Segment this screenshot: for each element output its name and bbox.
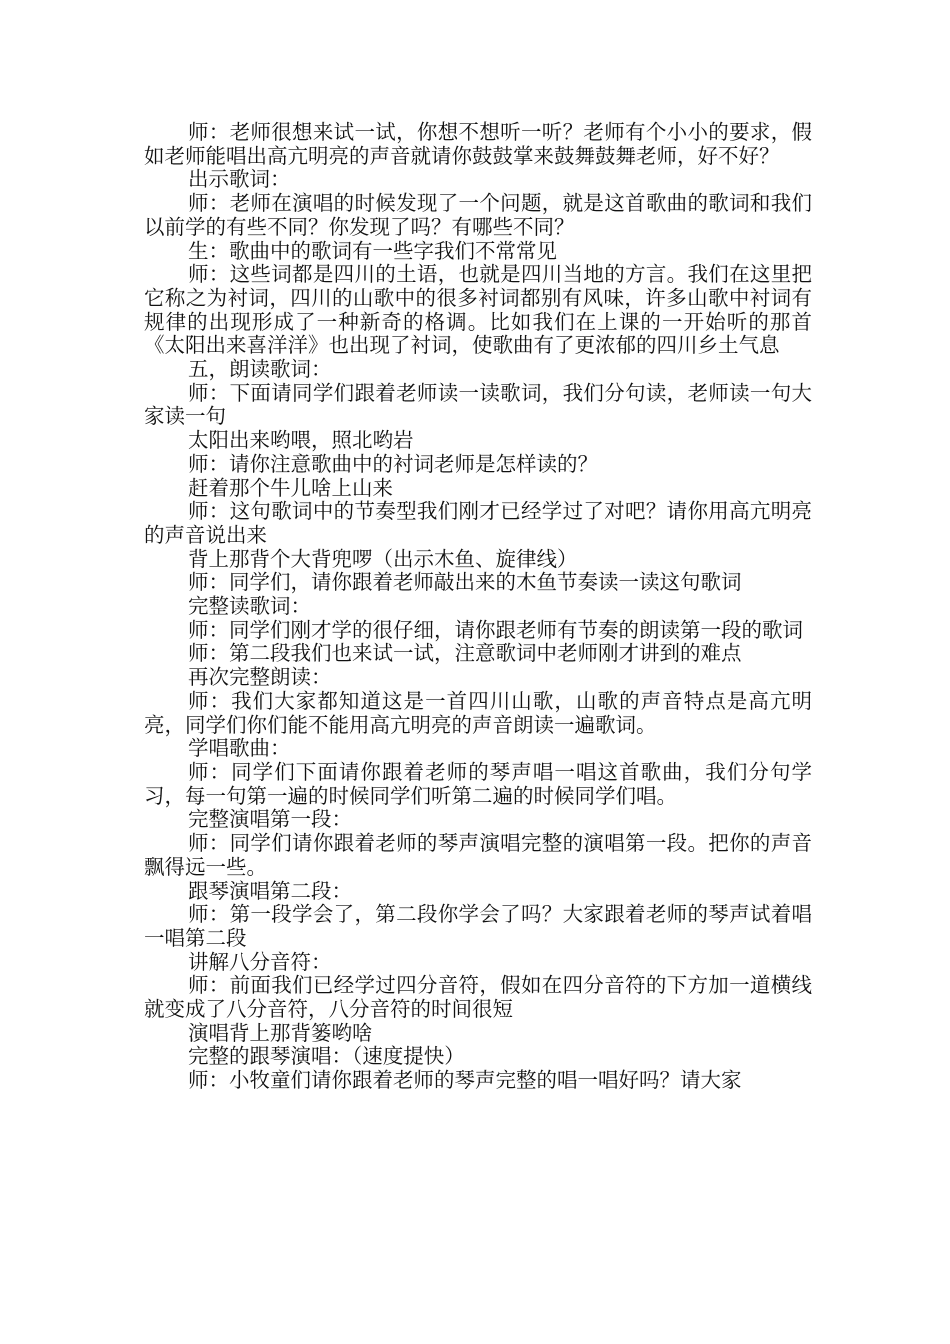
paragraph: 师：下面请同学们跟着老师读一读歌词，我们分句读，老师读一句大家读一句 <box>144 380 812 429</box>
paragraph: 师：同学们刚才学的很仔细，请你跟老师有节奏的朗读第一段的歌词 <box>188 617 803 642</box>
paragraph: 师：老师在演唱的时候发现了一个问题，就是这首歌曲的歌词和我们以前学的有些不同？你发现了吗？有哪些不同？ <box>144 191 812 239</box>
paragraph: 师：同学们，请你跟着老师敲出来的木鱼节奏读一读这句歌词 <box>188 570 742 595</box>
paragraph: 师：老师很想来试一试，你想不想听一听？老师有个小小的要求，假如老师能唱出高亢明亮的声音就请你鼓鼓掌来鼓舞鼓舞老师，好不好？ <box>144 120 812 168</box>
paragraph: 师：第一段学会了，第二段你学会了吗？大家跟着老师的琴声试着唱一唱第二段 <box>144 902 812 950</box>
paragraph: 完整读歌词： <box>188 594 311 619</box>
paragraph: 完整演唱第一段： <box>188 807 352 832</box>
paragraph: 学唱歌曲： <box>188 736 291 761</box>
paragraph: 师：第二段我们也来试一试，注意歌词中老师刚才讲到的难点 <box>188 641 742 666</box>
paragraph: 五，朗读歌词： <box>188 357 332 382</box>
paragraph: 师：小牧童们请你跟着老师的琴声完整的唱一唱好吗？请大家 <box>188 1068 742 1093</box>
document-page <box>144 121 812 1093</box>
paragraph: 讲解八分音符： <box>188 949 332 974</box>
paragraph: 跟琴演唱第二段： <box>188 878 352 903</box>
paragraph: 师：这句歌词中的节奏型我们刚才已经学过了对吧？请你用高亢明亮的声音说出来 <box>144 499 812 547</box>
paragraph: 师：我们大家都知道这是一首四川山歌，山歌的声音特点是高亢明亮，同学们你们能不能用高亢明亮的声音朗读一遍歌词。 <box>144 688 812 737</box>
paragraph: 背上那背个大背兜啰（出示木鱼、旋律线） <box>188 546 578 571</box>
paragraph: 师：请你注意歌曲中的衬词老师是怎样读的？ <box>188 451 598 476</box>
paragraph: 师：前面我们已经学过四分音符，假如在四分音符的下方加一道横线就变成了八分音符，八分音符的时间很短 <box>144 973 812 1022</box>
paragraph: 演唱背上那背篓哟啥 <box>188 1020 373 1045</box>
paragraph: 完整的跟琴演唱：（速度提快） <box>188 1044 465 1069</box>
paragraph: 生：歌曲中的歌词有一些字我们不常常见 <box>188 238 557 263</box>
paragraph: 再次完整朗读： <box>188 665 332 690</box>
paragraph: 出示歌词： <box>188 167 291 192</box>
paragraph: 师：同学们请你跟着老师的琴声演唱完整的演唱第一段。把你的声音飘得远一些。 <box>144 831 812 879</box>
paragraph: 师：这些词都是四川的土语，也就是四川当地的方言。我们在这里把它称之为衬词，四川的山歌中的很多衬词都别有风味，许多山歌中衬词有规律的出现形成了一种新奇的格调。比如我们在上课的一开始听的那首《太阳出来喜洋洋》也出现了衬词，使歌曲有了更浓郁的四川乡土气息 <box>144 262 812 358</box>
paragraph: 师：同学们下面请你跟着老师的琴声唱一唱这首歌曲，我们分句学习，每一句第一遍的时候同学们听第二遍的时候同学们唱。 <box>144 759 812 808</box>
paragraph: 赶着那个牛儿啥上山来 <box>188 475 393 500</box>
paragraph: 太阳出来哟喂，照北哟岩 <box>188 428 414 453</box>
